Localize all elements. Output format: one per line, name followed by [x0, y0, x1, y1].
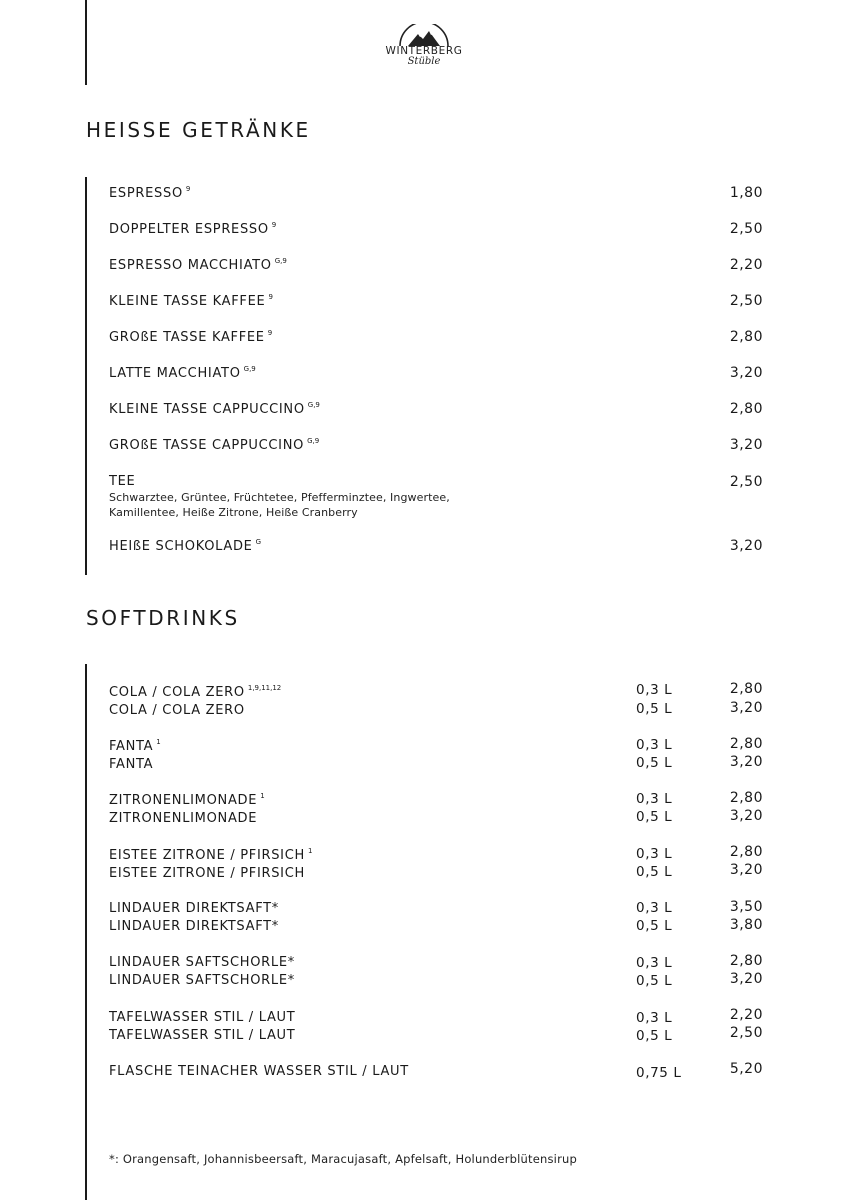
item-price: 3,20 — [729, 538, 763, 554]
item-price: 3,20 — [729, 365, 763, 381]
item-price: 3,20 — [729, 808, 763, 824]
item-price: 5,20 — [729, 1061, 763, 1077]
item-price: 3,20 — [729, 754, 763, 770]
item-description: Schwarztee, Grüntee, Früchtetee, Pfefferminztee, Ingwertee, Kamillentee, Heiße Zitrone, Heiße Cranberry — [109, 491, 450, 519]
item-price: 2,80 — [729, 736, 763, 752]
item-price: 2,50 — [729, 293, 763, 309]
item-volume: 0,5 L — [636, 864, 673, 880]
menu-item: COLA / COLA ZERO $^{1,9,11,12}$ — [109, 684, 282, 700]
item-volume: 0,3 L — [636, 737, 673, 753]
menu-item: ZITRONENLIMONADE — [109, 811, 258, 826]
hot-drinks-rule — [85, 177, 87, 575]
item-price: 2,50 — [729, 474, 763, 490]
menu-item: EISTEE ZITRONE / PFIRSICH — [109, 866, 305, 881]
menu-item: GROßE TASSE KAFFEE $^9$ — [109, 329, 273, 345]
menu-item: TAFELWASSER STIL / LAUT — [109, 1010, 296, 1025]
item-price: 2,80 — [729, 844, 763, 860]
item-volume: 0,3 L — [636, 682, 673, 698]
menu-item: LATTE MACCHIATO $^{G,9}$ — [109, 365, 256, 381]
section-title-hot-drinks: HEISSE GETRÄNKE — [86, 118, 311, 142]
menu-item: GROßE TASSE CAPPUCCINO $^{G,9}$ — [109, 437, 320, 453]
menu-item: LINDAUER DIREKTSAFT* — [109, 919, 279, 934]
menu-item: TAFELWASSER STIL / LAUT — [109, 1028, 296, 1043]
menu-item: FANTA — [109, 757, 154, 772]
item-volume: 0,3 L — [636, 955, 673, 971]
item-price: 2,80 — [729, 329, 763, 345]
item-volume: 0,3 L — [636, 791, 673, 807]
item-price: 2,20 — [729, 1007, 763, 1023]
logo-name: WINTERBERG — [385, 45, 463, 57]
item-price: 2,80 — [729, 953, 763, 969]
item-price: 3,20 — [729, 700, 763, 716]
item-price: 3,20 — [729, 437, 763, 453]
menu-item: FANTA $^1$ — [109, 738, 161, 754]
item-volume: 0,3 L — [636, 900, 673, 916]
menu-item: LINDAUER SAFTSCHORLE* — [109, 955, 295, 970]
menu-item: ESPRESSO $^9$ — [109, 185, 191, 201]
menu-item: ESPRESSO MACCHIATO $^{G,9}$ — [109, 257, 287, 273]
menu-item: TEE — [109, 474, 136, 489]
menu-item: KLEINE TASSE KAFFEE $^9$ — [109, 293, 273, 309]
item-volume: 0,5 L — [636, 1028, 673, 1044]
menu-item: LINDAUER DIREKTSAFT* — [109, 901, 279, 916]
item-price: 1,80 — [729, 185, 763, 201]
item-volume: 0,3 L — [636, 846, 673, 862]
item-price: 2,80 — [729, 681, 763, 697]
menu-item: FLASCHE TEINACHER WASSER STIL / LAUT — [109, 1064, 409, 1079]
item-volume: 0,5 L — [636, 918, 673, 934]
item-price: 2,20 — [729, 257, 763, 273]
top-rule — [85, 0, 87, 85]
item-price: 2,80 — [729, 790, 763, 806]
item-price: 3,50 — [729, 899, 763, 915]
item-volume: 0,3 L — [636, 1010, 673, 1026]
logo — [370, 24, 478, 67]
menu-item: LINDAUER SAFTSCHORLE* — [109, 973, 295, 988]
item-price: 2,50 — [729, 1025, 763, 1041]
menu-item: HEIßE SCHOKOLADE $^G$ — [109, 538, 262, 554]
menu-item: ZITRONENLIMONADE $^1$ — [109, 792, 265, 808]
item-volume: 0,5 L — [636, 701, 673, 717]
footnote: *: Orangensaft, Johannisbeersaft, Maracujasaft, Apfelsaft, Holunderblütensirup — [109, 1152, 577, 1166]
menu-item: COLA / COLA ZERO — [109, 703, 245, 718]
item-price: 3,20 — [729, 971, 763, 987]
item-price: 3,80 — [729, 917, 763, 933]
item-price: 2,50 — [729, 221, 763, 237]
item-price: 3,20 — [729, 862, 763, 878]
softdrinks-rule — [85, 664, 87, 1200]
item-volume: 0,75 L — [636, 1065, 682, 1081]
item-price: 2,80 — [729, 401, 763, 417]
logo-subtitle: Stüble — [407, 56, 441, 67]
item-volume: 0,5 L — [636, 755, 673, 771]
menu-item: EISTEE ZITRONE / PFIRSICH $^1$ — [109, 847, 313, 863]
menu-item: KLEINE TASSE CAPPUCCINO $^{G,9}$ — [109, 401, 320, 417]
menu-item: DOPPELTER ESPRESSO $^9$ — [109, 221, 277, 237]
item-volume: 0,5 L — [636, 809, 673, 825]
item-volume: 0,5 L — [636, 973, 673, 989]
section-title-softdrinks: SOFTDRINKS — [86, 606, 240, 630]
